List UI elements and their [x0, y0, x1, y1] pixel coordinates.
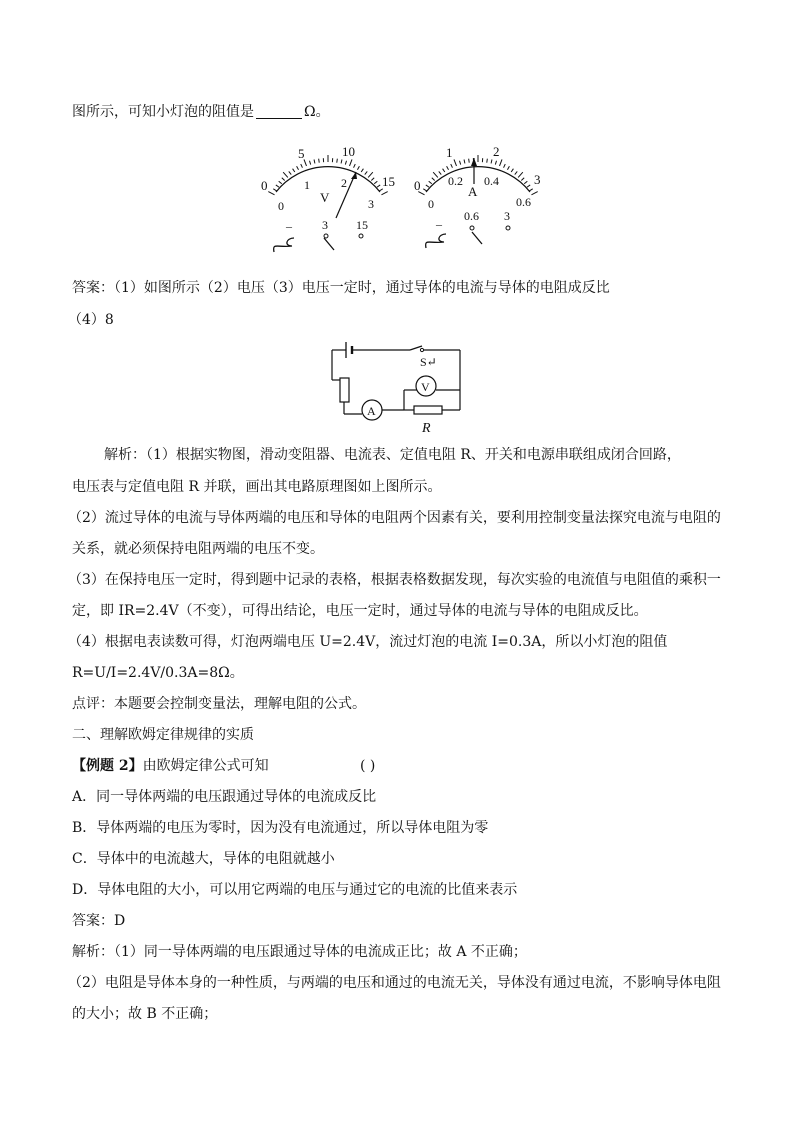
voltmeter-wire-left — [274, 238, 294, 252]
scale-tick — [521, 178, 524, 181]
ammeter-upper-3: 3 — [534, 172, 541, 187]
voltmeter-upper-5: 5 — [298, 146, 305, 161]
scale-tick — [301, 164, 303, 168]
scale-tick — [439, 171, 441, 174]
circuit-diagram — [322, 338, 472, 438]
voltmeter-terminal-minus: – — [286, 219, 292, 233]
question-tail-text: 图所示，可知小灯泡的阻值是 — [72, 104, 254, 120]
analysis-line-3: 的大小；故 B 不正确； — [72, 1006, 218, 1022]
comment-line: 点评：本题要会控制变量法，理解电阻的公式。 — [72, 696, 366, 712]
example-2-bracket: ( ) — [360, 758, 376, 774]
switch-label: S↵ — [420, 355, 437, 369]
voltmeter-lower-0: 0 — [278, 199, 284, 213]
voltmeter-terminal-15: 15 — [356, 218, 368, 232]
example-2-stem: 由欧姆定律公式可知 — [142, 758, 269, 774]
answer-line-1: 答案：（1）如图所示（2）电压（3）电压一定时，通过导体的电流与导体的电阻成反比 — [72, 280, 610, 296]
section-heading: 二、理解欧姆定律规律的实质 — [72, 727, 254, 743]
ammeter-lower-02: 0.2 — [448, 174, 463, 188]
option-d: D．导体电阻的大小，可以用它两端的电压与通过它的电流的比值来表示 — [72, 882, 518, 898]
scale-tick — [268, 192, 274, 195]
voltmeter — [261, 144, 395, 252]
explain-line-2: 电压表与定值电阻 R 并联，画出其电路原理图如上图所示。 — [72, 479, 442, 495]
scale-tick — [310, 161, 311, 165]
scale-tick — [460, 161, 461, 165]
voltmeter-upper-15: 15 — [382, 174, 395, 189]
scale-tick — [350, 159, 353, 166]
ammeter — [414, 144, 541, 248]
scale-tick — [433, 172, 438, 177]
scale-tick — [504, 164, 506, 168]
answer-line-2: （4）8 — [68, 312, 114, 328]
scale-tick — [282, 178, 285, 181]
circuit-resistor-label: R — [422, 421, 431, 436]
scale-tick — [379, 189, 382, 191]
scale-tick — [319, 159, 320, 163]
scale-tick — [429, 181, 432, 184]
ammeter-wire-left — [426, 234, 446, 248]
scale-tick — [447, 166, 449, 169]
ammeter-terminal-minus: – — [436, 217, 442, 231]
scale-tick — [495, 161, 496, 165]
ohm-unit: Ω。 — [304, 104, 330, 120]
scale-tick — [531, 192, 537, 195]
scale-tick — [279, 181, 282, 184]
scale-tick — [273, 189, 276, 191]
meters-figure — [258, 142, 558, 257]
circuit-ammeter-label: A — [367, 404, 376, 418]
scale-tick — [276, 185, 279, 187]
ammeter-upper-0: 0 — [414, 178, 421, 193]
scale-tick — [297, 166, 299, 169]
scale-tick — [337, 159, 338, 163]
example-2-label: 【例题 2】 — [72, 758, 143, 774]
scale-tick — [432, 178, 435, 181]
voltmeter-upper-0: 0 — [261, 178, 268, 193]
answer-line-3: 答案：D — [72, 913, 126, 929]
scale-tick — [511, 169, 513, 172]
option-c: C．导体中的电流越大，导体的电阻就越小 — [72, 851, 335, 867]
ammeter-lower-0: 0 — [428, 197, 434, 211]
circuit-voltmeter-label: V — [421, 380, 430, 394]
scale-tick — [357, 166, 359, 169]
scale-tick — [283, 172, 288, 177]
explain-line-4: 关系，就必须保持电阻两端的电压不变。 — [72, 541, 324, 557]
explain-line-3: （2）流过导体的电流与导体两端的电压和导体的电阻两个因素有关，要利用控制变量法探究电流与电阻的 — [68, 510, 721, 526]
ammeter-upper-2: 2 — [493, 144, 500, 159]
ammeter-terminal-06: 0.6 — [464, 209, 479, 223]
scale-tick — [361, 169, 363, 172]
analysis-line-1: 解析：（1）同一导体两端的电压跟通过导体的电流成正比；故 A 不正确； — [72, 944, 527, 960]
ammeter-unit: A — [468, 184, 478, 199]
option-a: A．同一导体两端的电压跟通过导体的电流成反比 — [72, 789, 377, 805]
scale-tick — [377, 185, 380, 187]
ammeter-upper-1: 1 — [446, 145, 453, 160]
scale-tick — [289, 171, 291, 174]
scale-tick — [487, 159, 488, 163]
answer-blank — [256, 104, 302, 119]
scale-tick — [365, 171, 367, 174]
ammeter-lower-04: 0.4 — [484, 174, 499, 188]
scale-tick — [507, 166, 509, 169]
voltmeter-lower-3: 3 — [368, 197, 374, 211]
explain-line-1: 解析：（1）根据实物图，滑动变阻器、电流表、定值电阻 R、开关和电源串联组成闭合回路， — [104, 447, 681, 463]
explain-line-5: （3）在保持电压一定时，得到题中记录的表格，根据表格数据发现，每次实验的电流值与电阻值的乘积一 — [68, 572, 721, 588]
option-b: B．导体两端的电压为零时，因为没有电流通过，所以导体电阻为零 — [72, 820, 489, 836]
scale-tick — [451, 164, 453, 168]
scale-tick — [469, 159, 470, 163]
scale-tick — [381, 192, 387, 195]
example-2-question — [72, 756, 269, 776]
scale-tick — [464, 160, 465, 164]
scale-tick — [491, 160, 492, 164]
question-tail — [72, 102, 330, 122]
analysis-line-2: （2）电阻是导体本身的一种性质，与两端的电压和通过的电流无关，导体没有通过电流，不影响导体电阻 — [68, 975, 721, 991]
rheostat — [340, 378, 349, 402]
explain-line-6: 定，即 IR=2.4V（不变），可得出结论，电压一定时，通过导体的电流与导体的电阻成反比。 — [72, 603, 648, 619]
voltmeter-lower-1: 1 — [304, 178, 310, 192]
scale-tick — [293, 169, 295, 172]
circuit-resistor — [414, 406, 442, 414]
scale-tick — [527, 185, 530, 187]
scale-tick — [426, 185, 429, 187]
scale-tick — [341, 160, 342, 164]
scale-tick — [423, 189, 426, 191]
voltmeter-upper-10: 10 — [342, 144, 355, 159]
scale-tick — [345, 161, 346, 165]
explain-line-8: R=U/I=2.4V/0.3A=8Ω。 — [72, 665, 244, 681]
scale-tick — [529, 189, 532, 191]
scale-tick — [314, 160, 315, 164]
scale-tick — [518, 172, 523, 177]
scale-tick — [500, 159, 503, 166]
explain-line-7: （4）根据电表读数可得，灯泡两端电压 U=2.4V，流过灯泡的电流 I=0.3A，所以小灯泡的阻值 — [68, 634, 668, 650]
voltmeter-terminal-3: 3 — [322, 218, 328, 232]
scale-tick — [368, 172, 373, 177]
scale-tick — [443, 169, 445, 172]
scale-tick — [524, 181, 527, 184]
voltmeter-lower-2: 2 — [341, 176, 347, 190]
scale-tick — [515, 171, 517, 174]
scale-tick — [371, 178, 374, 181]
voltmeter-unit: V — [320, 190, 330, 205]
ammeter-terminal-3: 3 — [504, 209, 510, 223]
scale-tick — [354, 164, 356, 168]
scale-tick — [454, 159, 457, 166]
ammeter-lower-06: 0.6 — [516, 195, 531, 209]
scale-tick — [374, 181, 377, 184]
